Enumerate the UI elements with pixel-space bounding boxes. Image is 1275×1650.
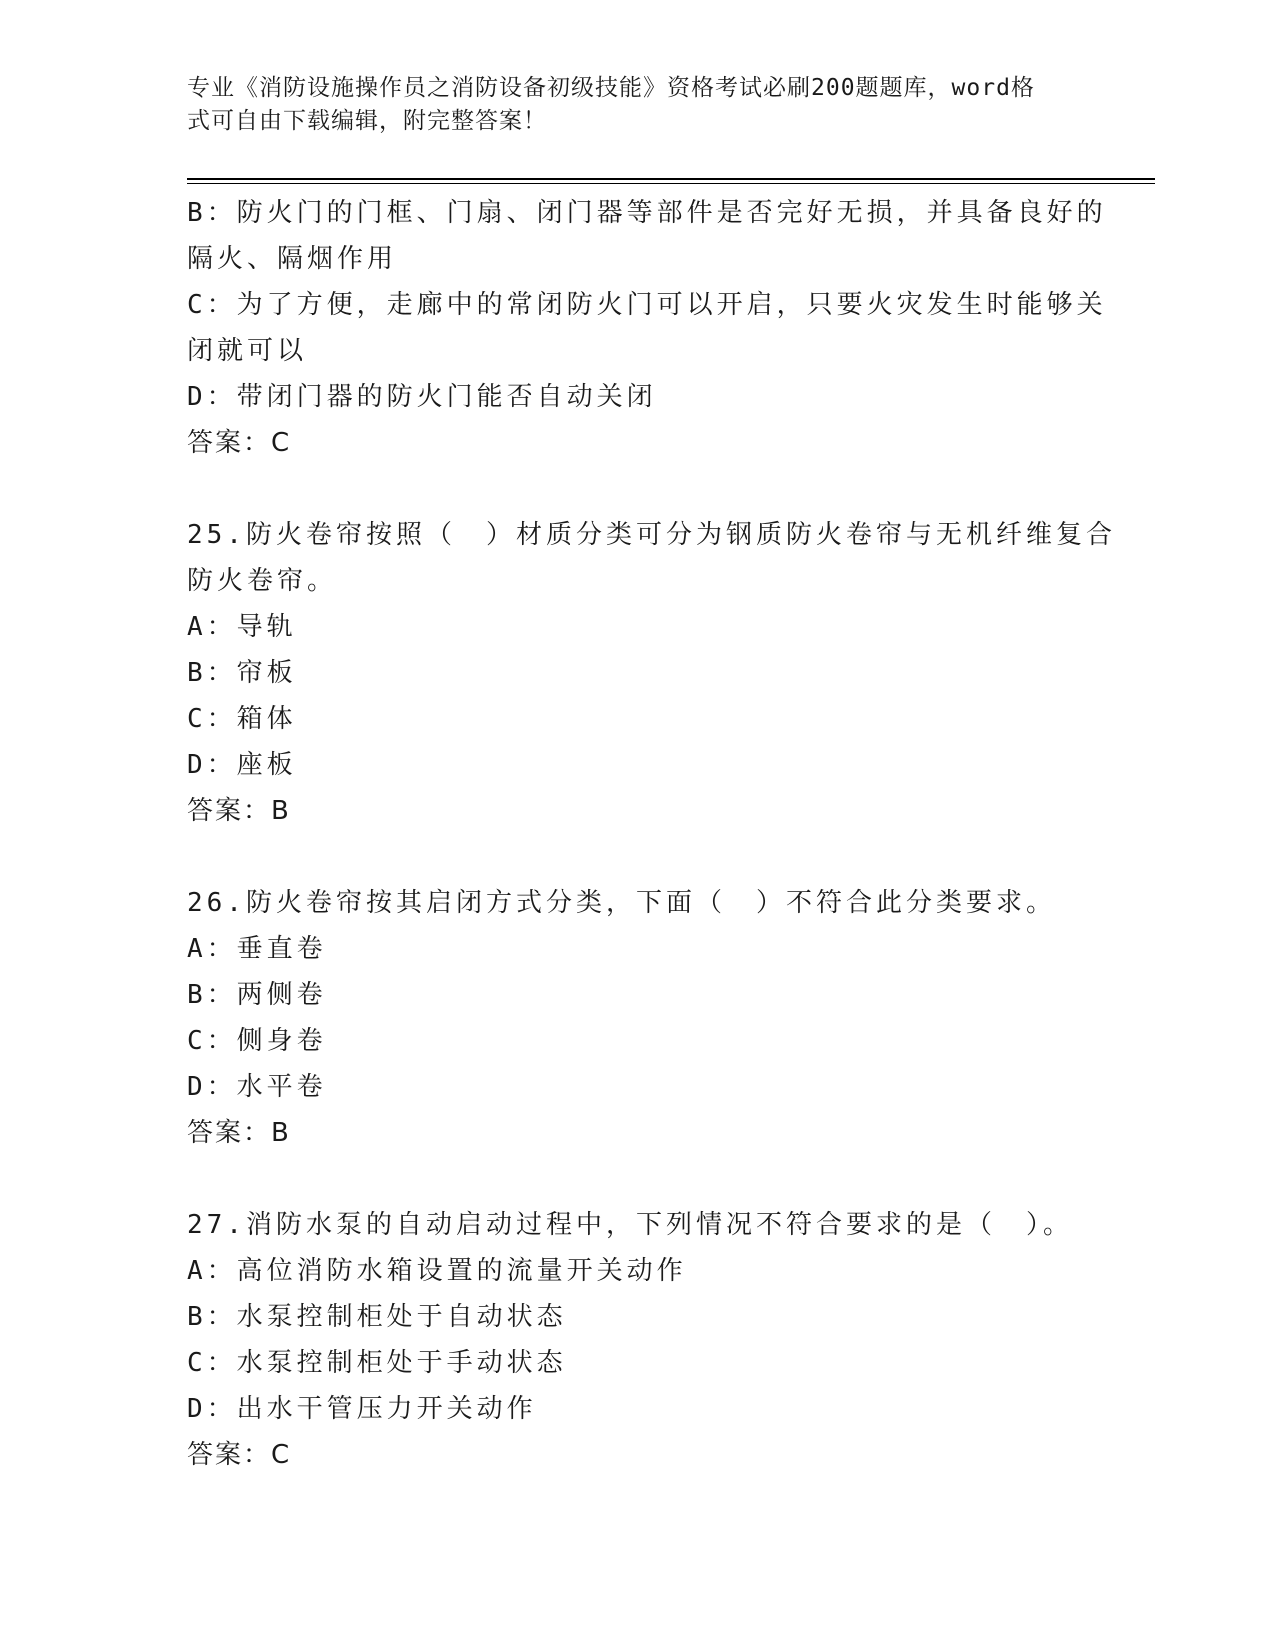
spacer	[187, 466, 1087, 512]
option-b-line-1: B：防火门的门框、门扇、闭门器等部件是否完好无损，并具备良好的	[187, 198, 1107, 228]
header-line-1: 专业《消防设施操作员之消防设备初级技能》资格考试必刷200题题库，word格	[187, 75, 1035, 101]
document-header	[187, 72, 1067, 138]
question-27	[187, 1202, 1087, 1478]
spacer	[187, 1156, 1087, 1202]
option-b: B：两侧卷	[187, 980, 327, 1010]
question-24-continued	[187, 190, 1107, 466]
option-d: D：座板	[187, 750, 297, 780]
document-body	[187, 190, 1116, 1478]
option-c-line-2: 闭就可以	[187, 336, 308, 366]
header-divider-thin	[187, 183, 1155, 184]
answer: 答案：B	[187, 796, 291, 826]
answer: 答案：B	[187, 1118, 291, 1148]
question-26	[187, 880, 1087, 1156]
option-b: B：帘板	[187, 658, 297, 688]
question-stem-line-2: 防火卷帘。	[187, 566, 338, 596]
spacer	[187, 834, 1087, 880]
answer: 答案：C	[187, 428, 292, 458]
option-a: A：高位消防水箱设置的流量开关动作	[187, 1256, 687, 1286]
option-a: A：垂直卷	[187, 934, 327, 964]
option-c: C：水泵控制柜处于手动状态	[187, 1348, 567, 1378]
header-divider-thick	[187, 178, 1155, 180]
header-line-2: 式可自由下载编辑，附完整答案！	[187, 108, 547, 134]
question-25	[187, 512, 1116, 834]
option-b: B：水泵控制柜处于自动状态	[187, 1302, 567, 1332]
question-stem-line-1: 26.防火卷帘按其启闭方式分类，下面（ ）不符合此分类要求。	[187, 888, 1056, 918]
option-b-line-2: 隔火、隔烟作用	[187, 244, 398, 274]
option-c: C：侧身卷	[187, 1026, 327, 1056]
option-c-line-1: C：为了方便，走廊中的常闭防火门可以开启，只要火灾发生时能够关	[187, 290, 1107, 320]
answer: 答案：C	[187, 1440, 292, 1470]
question-stem-line-1: 25.防火卷帘按照（ ）材质分类可分为钢质防火卷帘与无机纤维复合	[187, 520, 1116, 550]
option-a: A：导轨	[187, 612, 297, 642]
question-stem-line-1: 27.消防水泵的自动启动过程中，下列情况不符合要求的是（ ）。	[187, 1210, 1073, 1240]
option-d: D：出水干管压力开关动作	[187, 1394, 537, 1424]
option-c: C：箱体	[187, 704, 297, 734]
option-d: D：水平卷	[187, 1072, 327, 1102]
option-d: D：带闭门器的防火门能否自动关闭	[187, 382, 657, 412]
